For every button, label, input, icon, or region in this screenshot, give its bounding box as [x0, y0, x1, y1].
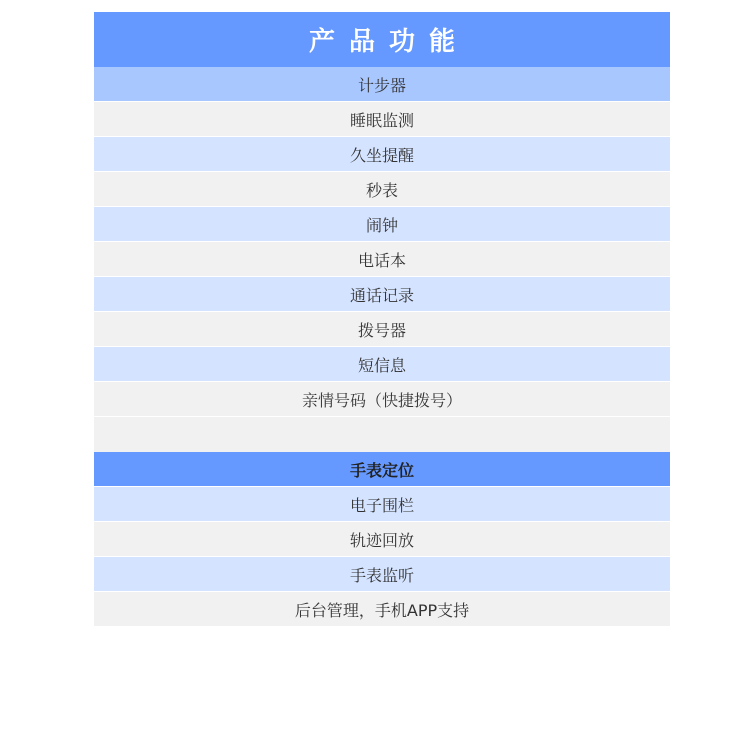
table-row: 睡眠监测 [94, 102, 670, 137]
table-spacer [94, 417, 670, 452]
table-row: 电子围栏 [94, 487, 670, 522]
table-row: 手表监听 [94, 557, 670, 592]
section-heading: 手表定位 [94, 452, 670, 487]
table-row: 短信息 [94, 347, 670, 382]
table-row: 后台管理，手机APP支持 [94, 592, 670, 627]
table-row: 闹钟 [94, 207, 670, 242]
table-title: 产品功能 [94, 12, 670, 67]
table-row: 电话本 [94, 242, 670, 277]
table-row: 计步器 [94, 67, 670, 102]
table-row: 拨号器 [94, 312, 670, 347]
table-row: 亲情号码（快捷拨号） [94, 382, 670, 417]
table-row: 轨迹回放 [94, 522, 670, 557]
table-row: 秒表 [94, 172, 670, 207]
table-row: 通话记录 [94, 277, 670, 312]
feature-table [94, 12, 670, 627]
table-row: 久坐提醒 [94, 137, 670, 172]
